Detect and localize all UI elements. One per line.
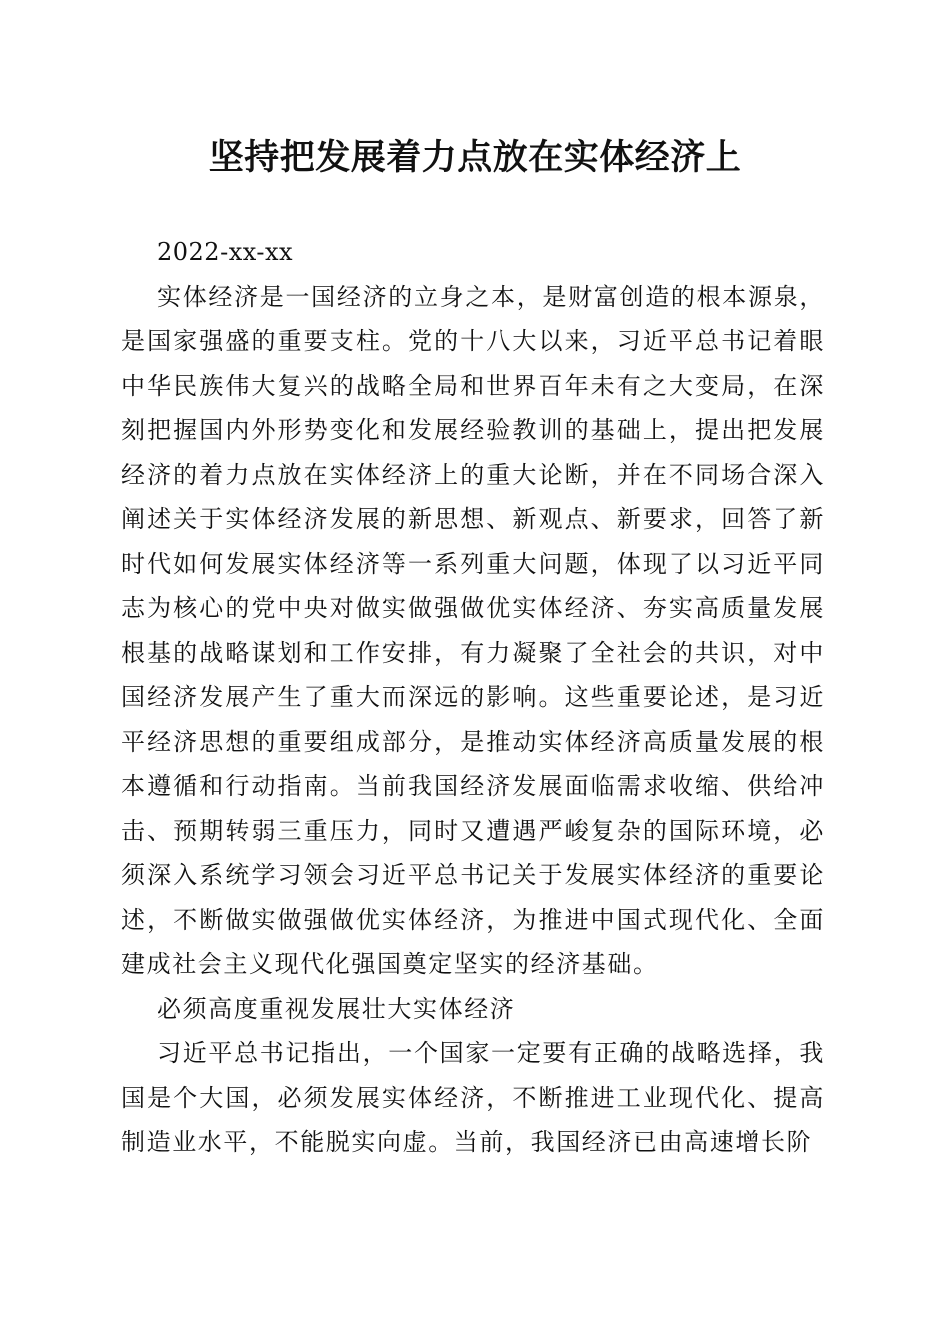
document-date: 2022-xx-xx bbox=[157, 238, 294, 266]
paragraph-intro: 实体经济是一国经济的立身之本，是财富创造的根本源泉，是国家强盛的重要支柱。党的十八大以来，习近平总书记着眼中华民族伟大复兴的战略全局和世界百年未有之大变局，在深刻把握国内外形势变化和发展经验教训的基础上，提出把发展经济的着力点放在实体经济上的重大论断，并在不同场合深入阐述关于实体经济发展的新思想、新观点、新要求，回答了新时代如何发展实体经济等一系列重大问题，体现了以习近平同志为核心的党中央对做实做强做优实体经济、夯实高质量发展根基的战略谋划和工作安排，有力凝聚了全社会的共识，对中国经济发展产生了重大而深远的影响。这些重要论述，是习近平经济思想的重要组成部分，是推动实体经济高质量发展的根本遵循和行动指南。当前我国经济发展面临需求收缩、供给冲击、预期转弱三重压力，同时又遭遇严峻复杂的国际环境，必须深入系统学习领会习近平总书记关于发展实体经济的重要论述，不断做实做强做优实体经济，为推进中国式现代化、全面建成社会主义现代化强国奠定坚实的经济基础。 bbox=[121, 282, 825, 978]
paragraph-section-1: 习近平总书记指出，一个国家一定要有正确的战略选择，我国是个大国，必须发展实体经济，不断推进工业现代化、提高制造业水平，不能脱实向虚。当前，我国经济已由高速增长阶 bbox=[121, 1039, 825, 1156]
document-title: 坚持把发展着力点放在实体经济上 bbox=[208, 137, 742, 178]
document-body bbox=[121, 230, 825, 1165]
section-heading: 必须高度重视发展壮大实体经济 bbox=[157, 994, 516, 1023]
